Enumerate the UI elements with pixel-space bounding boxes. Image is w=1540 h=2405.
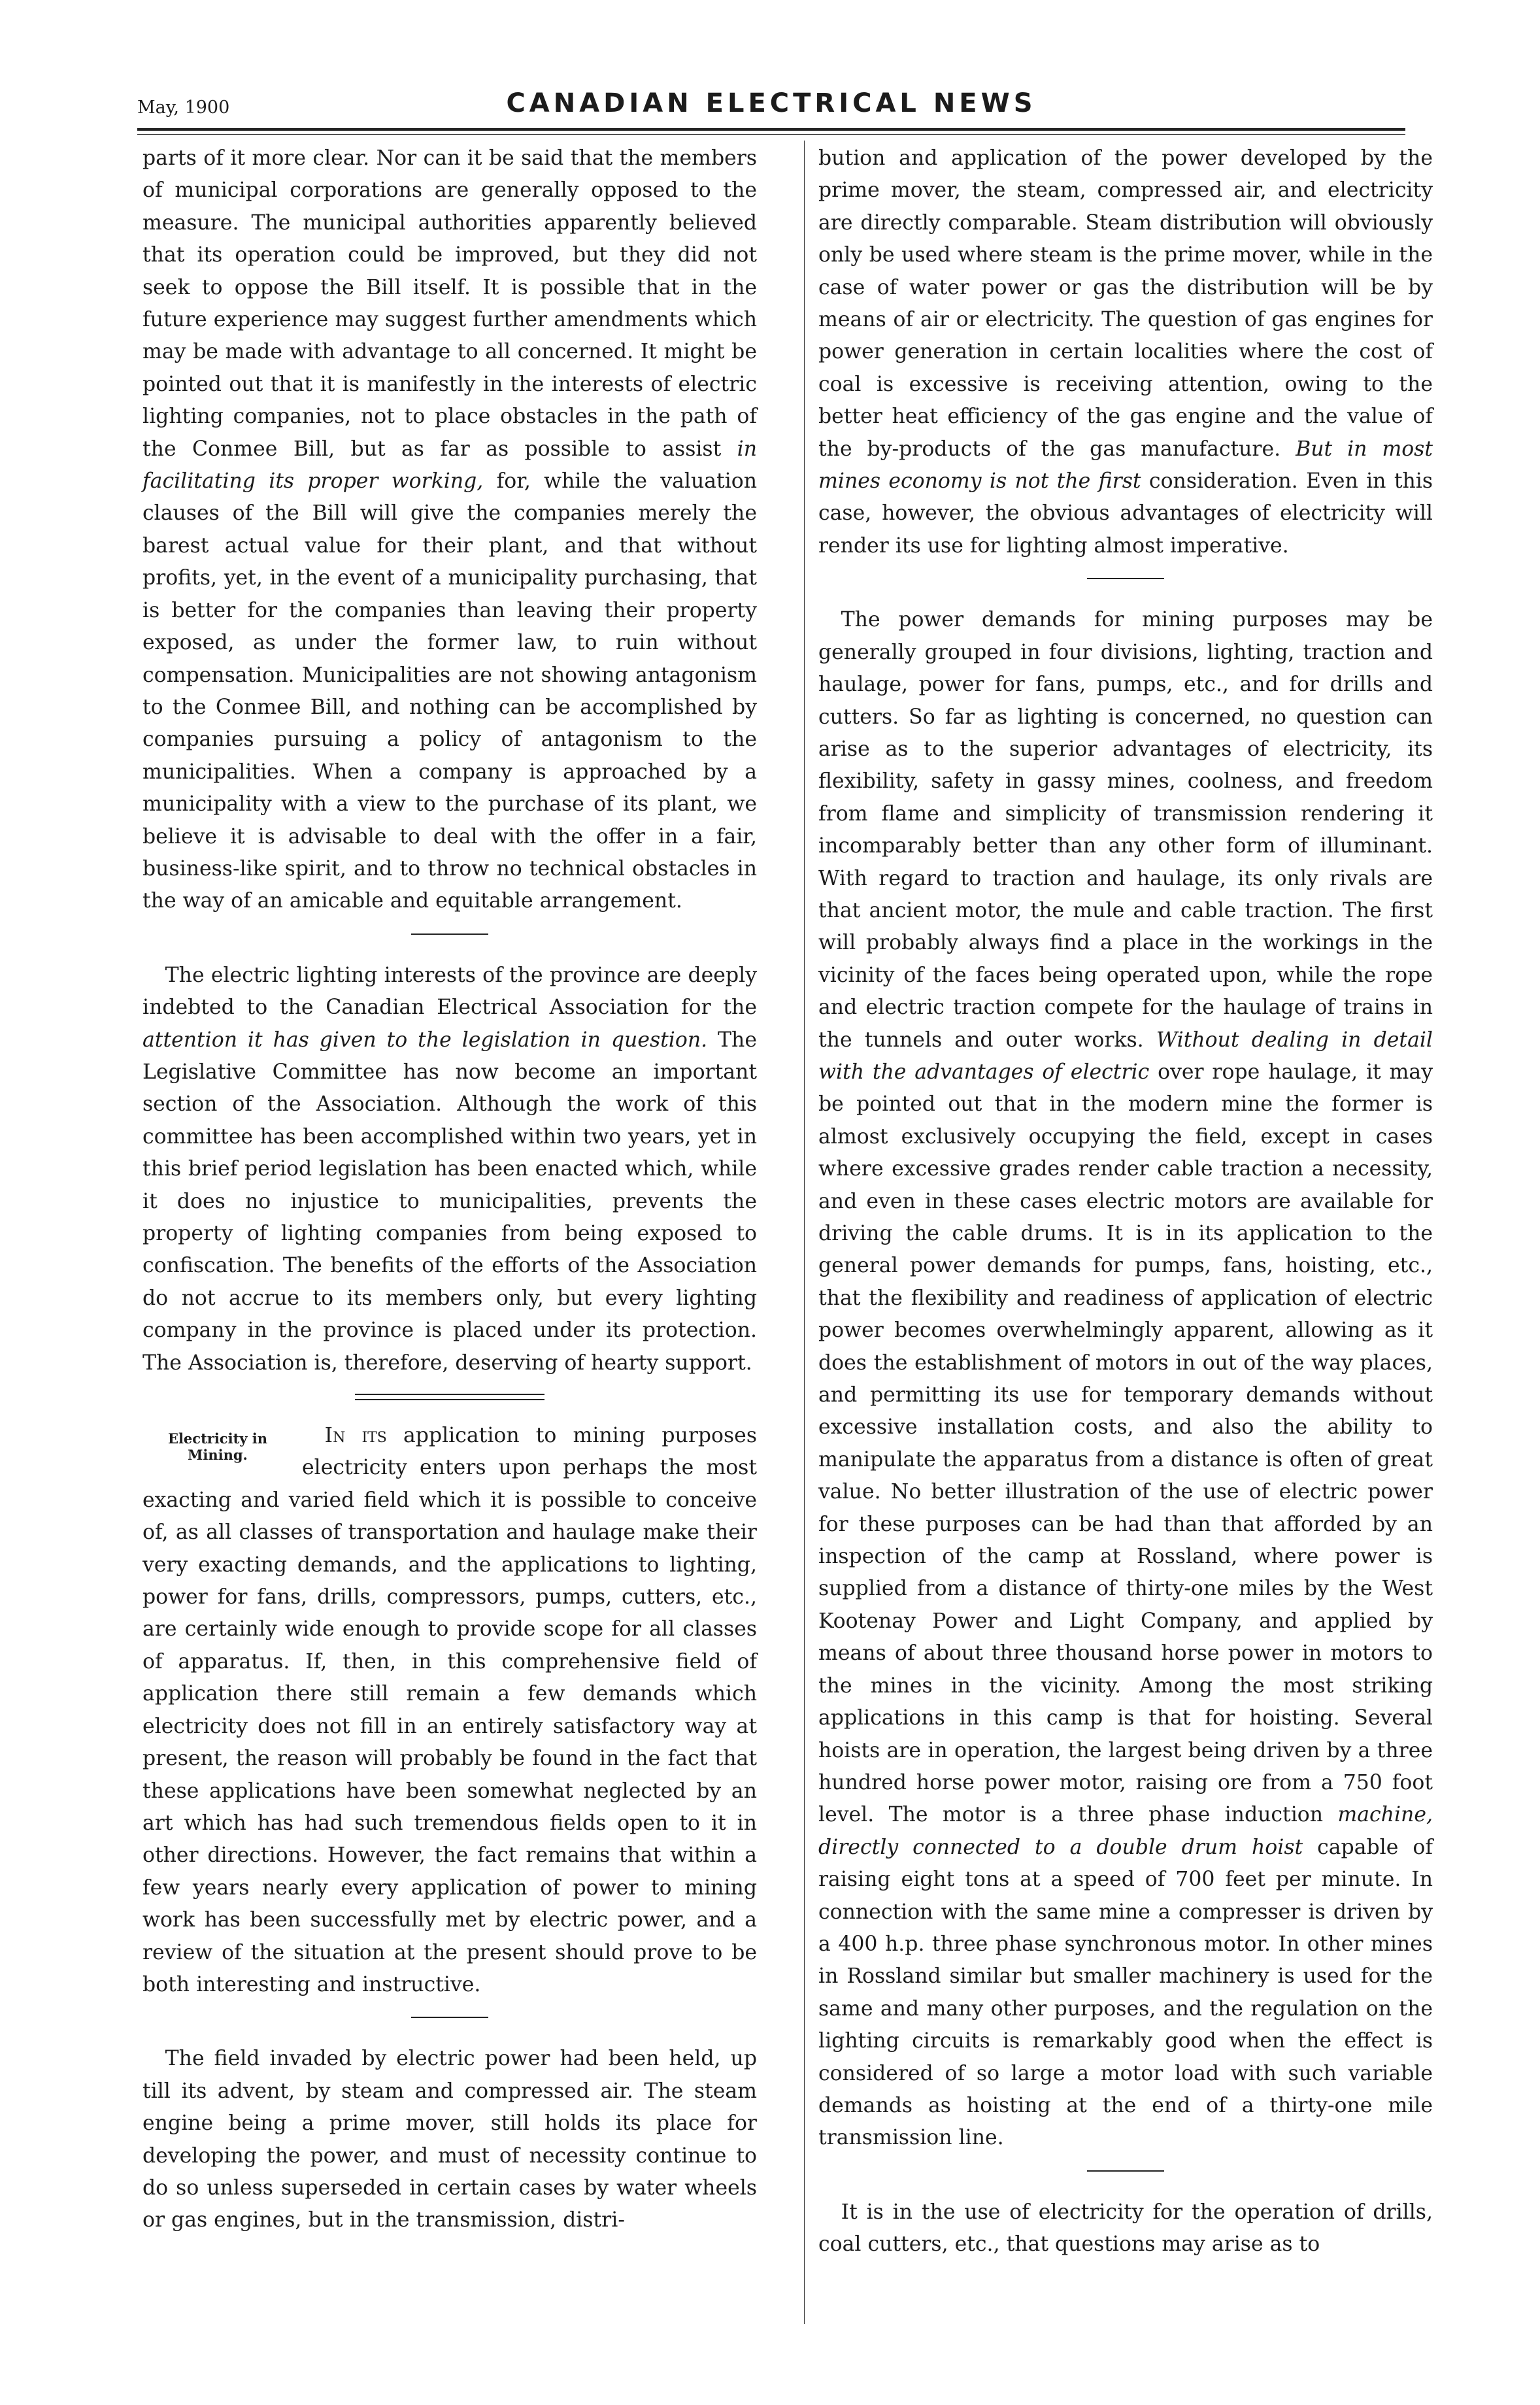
left-column [142, 143, 757, 2237]
masthead-title: CANADIAN ELECTRICAL NEWS [506, 88, 1037, 118]
column-divider [804, 141, 805, 2324]
section-separator [411, 2017, 488, 2018]
header-rule-thick [137, 128, 1405, 131]
lead-in: In its [324, 1424, 387, 1448]
paragraph [142, 2043, 757, 2236]
text-run: The Legislative Committee has now become an important section of the Association. Although the work of this committee has been accomplished within two years, yet in this brief period legislation has been enacted which, while it does no injustice to municipalities, prevents the property of lighting companies from being exposed to confiscation. The benefits of the efforts of the Association do not accrue to its members only, but every lighting company in the province is placed under its protection. The Association is, therefore, deserving of hearty support. [142, 1028, 757, 1375]
section-separator [411, 933, 488, 935]
text-run: It is in the use of electricity for the operation of drills, coal cutters, etc., that questions may arise as to [818, 2200, 1433, 2257]
text-run: The electric lighting interests of the province are deeply indebted to the Canadian Electrical Association for the [142, 963, 757, 1020]
article-separator [355, 1394, 544, 1400]
text-run: The field invaded by electric power had been held, up till its advent, by steam and compressed air. The steam engine being a prime mover, still holds its place for developing the power, and must of necessity continue to do so unless superseded in certain cases by water wheels or gas engines, but in the transmission, distri- [142, 2047, 757, 2232]
header-rule-thin [137, 134, 1405, 135]
text-run: consideration. Even in this case, however, the obvious advantages of electricity will render its use for lighting almost imperative. [818, 469, 1433, 558]
italic-run: machine, directly connected to a double drum hoist [818, 1803, 1433, 1859]
text-run: for, while the valuation clauses of the Bill will give the companies merely the barest actual value for their plant, and that without profits, yet, in the event of a municipality purchasing, that is better for the companies than leaving their property exposed, as under the former law, to ruin without compensation. Municipalities are not showing antagonism to the Conmee Bill, and nothing can be accomplished by companies pursuing a policy of antagonism to the municipalities. When a company is approached by a municipality with a view to the purchase of its plant, we believe it is advisable to deal with the offer in a fair, business-like spirit, and to throw no technical obstacles in the way of an amicable and equitable arrangement. [142, 469, 757, 913]
paragraph [142, 143, 757, 918]
italic-run: in facilitating its proper working, [142, 437, 757, 494]
section-separator [1087, 2170, 1164, 2172]
page-header [137, 88, 1405, 131]
paragraph [818, 2196, 1433, 2261]
paragraph [818, 143, 1433, 562]
italic-run: Without dealing in detail with the advantages of electric [818, 1028, 1433, 1084]
text-run: The power demands for mining purposes may be generally grouped in four divisions, lighting, traction and haulage, power for fans, pumps, etc., and for drills and cutters. So far as lighting is concerned, no question can arise as to the superior advantages of electricity, its flexibility, safety in gassy mines, coolness, and freedom from flame and simplicity of transmission rendering it incomparably better than any other form of illuminant. With regard to traction and haulage, its only rivals are that ancient motor, the mule and cable traction. The first will probably always find a place in the workings in the vicinity of the faces being operated upon, while the rope and electric traction compete for the haulage of trains in the tunnels and outer works. [818, 608, 1433, 1052]
side-heading: Electricity in Mining. [167, 1430, 268, 1464]
paragraph [818, 604, 1433, 2155]
text-run: parts of it more clear. Nor can it be said that the members of municipal corporations are generally opposed to the measure. The municipal authorities apparently believed that its operation could be improved, but they did not seek to oppose the Bill itself. It is possible that in the future experience may suggest further amendments which may be made with advantage to all concerned. It might be pointed out that it is manifestly in the interests of electric lighting companies, not to place obstacles in the path of the Conmee Bill, but as far as possible to assist [142, 146, 757, 461]
text-run: application to mining purposes electricity enters upon perhaps the most exacting and varied field which it is possible to conceive of, as all classes of transportation and haulage make their very exacting demands, and the applications to lighting, power for fans, drills, compressors, pumps, cutters, etc., are certainly wide enough to provide scope for all classes of apparatus. If, then, in this comprehensive field of application there still remain a few demands which electricity does not fill in an entirely satisfactory way at present, the reason will probably be found in the fact that these applications have been somewhat neglected by an art which has had such tremendous fields open to it in other directions. However, the fact remains that within a few years nearly every application of power to mining work has been successfully met by electric power, and a review of the situation at the present should prove to be both interesting and instructive. [142, 1424, 757, 1996]
right-column [818, 143, 1433, 2261]
italic-run: But in most mines economy is not the first [818, 437, 1433, 494]
issue-date: May, 1900 [137, 97, 230, 118]
paragraph [142, 960, 757, 1379]
paragraph [142, 1420, 757, 2001]
text-run: capable of raising eight tons at a speed of 700 feet per minute. In connection with the same mine a compresser is driven by a 400 h.p. three phase synchronous motor. In other mines in Rossland similar but smaller machinery is used for the same and many other purposes, and the regulation on the lighting circuits is remarkably good when the effect is considered of so large a motor load with such variable demands as hoisting at the end of a thirty-one mile transmission line. [818, 1835, 1433, 2150]
text-run: bution and application of the power developed by the prime mover, the steam, compressed air, and electricity are directly comparable. Steam distribution will obviously only be used where steam is the prime mover, while in the case of water power or gas the distribution will be by means of air or electricity. The question of gas engines for power generation in certain localities where the cost of coal is excessive is receiving attention, owing to the better heat efficiency of the gas engine and the value of the by-products of the gas manufacture. [818, 146, 1433, 461]
text-run: over rope haulage, it may be pointed out that in the modern mine the former is almost exclusively occupying the field, except in cases where excessive grades render cable traction a necessity, and even in these cases electric motors are available for driving the cable drums. It is in its application to the general power demands for pumps, fans, hoisting, etc., that the flexibility and readiness of application of electric power becomes overwhelmingly apparent, allowing as it does the establishment of motors in out of the way places, and permitting its use for temporary demands without excessive installation costs, and also the ability to manipulate the apparatus from a distance is often of great value. No better illustration of the use of electric power for these purposes can be had than that afforded by an inspection of the camp at Rossland, where power is supplied from a distance of thirty-one miles by the West Kootenay Power and Light Company, and applied by means of about three thousand horse power in motors to the mines in the vicinity. Among the most striking applications in this camp is that for hoisting. Several hoists are in operation, the largest being driven by a three hundred horse power motor, raising ore from a 750 foot level. The motor is a three phase induction [818, 1060, 1433, 1827]
italic-run: attention it has given to the legislation in question. [142, 1028, 708, 1052]
section-separator [1087, 578, 1164, 579]
